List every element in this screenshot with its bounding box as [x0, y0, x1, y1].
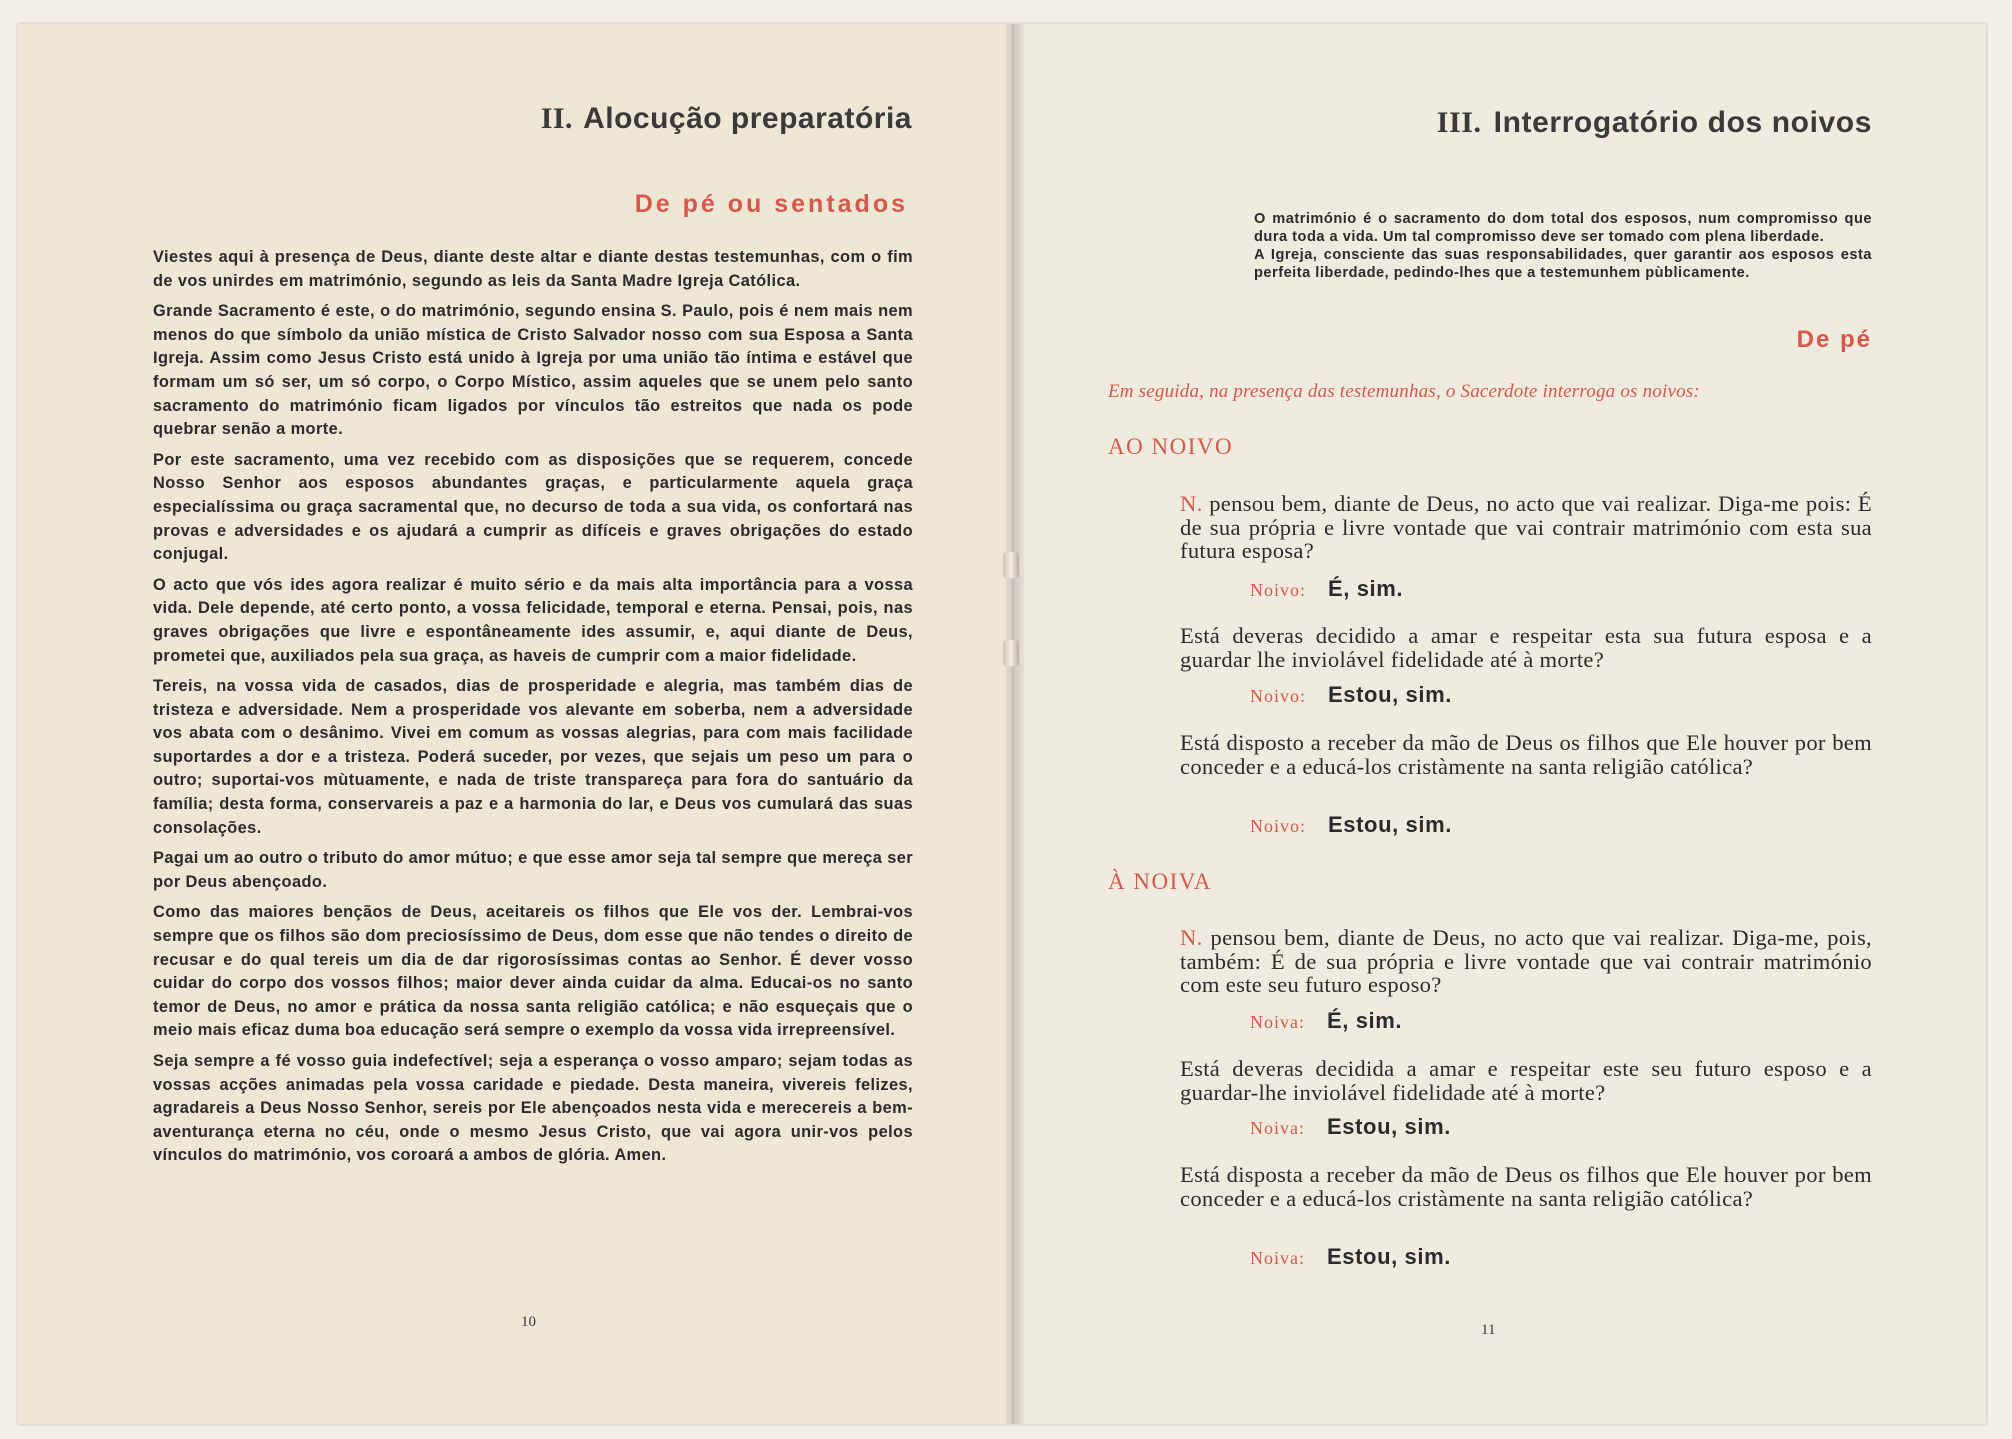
- groom-question-2: [1180, 624, 1872, 671]
- question-text: Está disposto a receber da mão de Deus os filhos que Ele houver por bem conceder e a educá-los cristàmente na santa religião católica?: [1180, 730, 1872, 779]
- left-heading-title: Alocução preparatória: [583, 102, 912, 135]
- speaker-label: Noiva:: [1250, 1012, 1305, 1032]
- speaker-label: Noivo:: [1250, 686, 1307, 706]
- intro-line: O matrimónio é o sacramento do dom total dos esposos, num compromisso que dura toda a vida. Um tal compromisso deve ser tomado com plena liberdade.: [1254, 211, 1872, 245]
- answer-text: É, sim.: [1328, 576, 1404, 601]
- speaker-label: Noivo:: [1250, 816, 1307, 836]
- groom-section-label: AO NOIVO: [1108, 434, 1234, 459]
- right-page-heading: [1437, 106, 1872, 140]
- bride-answer-1: [1250, 1008, 1402, 1034]
- page-number-left: 10: [521, 1314, 536, 1330]
- paragraph: Grande Sacramento é este, o do matrimónio, segundo ensina S. Paulo, pois é nem mais nem menos do que símbolo da união mística de Cristo Salvador nosso com sua Esposa a Santa Igreja. Assim como Jesus Cristo está unido à Igreja por uma união tão íntima e estável que formam um só ser, um só corpo, o Corpo Místico, assim aqueles que se unem pelo santo sacramento do matrimónio ficam ligados por vínculos tão estreitos que nada os pode quebrar senão a morte.: [153, 302, 913, 439]
- question-text: pensou bem, diante de Deus, no acto que vai realizar. Diga-me pois: É de sua própria e livre vontade que vai contrair matrimónio com esta sua futura esposa?: [1180, 491, 1872, 563]
- left-page-heading: [541, 102, 912, 136]
- question-text: Está disposta a receber da mão de Deus os filhos que Ele houver por bem conceder e a educá-los cristàmente na santa religião católica?: [1180, 1162, 1872, 1211]
- bride-question-3: [1180, 1163, 1872, 1210]
- paragraph: Seja sempre a fé vosso guia indefectível; seja a esperança o vosso amparo; sejam todas as vossas acções animadas pela vossa caridade e piedade. Desta maneira, vivereis felizes, agradareis a Deus Nosso Senhor, sereis por Ele abençoados nesta vida e merecereis a bem-aventurança eterna no céu, onde o mesmo Jesus Cristo, que vai agora unir-vos pelos vínculos do matrimónio, vos coroará a ambos de glória. Amen.: [153, 1052, 913, 1165]
- rubric-instruction: Em seguida, na presença das testemunhas, o Sacerdote interroga os noivos:: [1108, 381, 1700, 402]
- paragraph: Tereis, na vossa vida de casados, dias de prosperidade e alegria, mas também dias de tristeza e adversidade. Nem a prosperidade vos alevante em soberba, nem a adversidade vos abata com o desânimo. Vivei em comum as vossas alegrias, para com mais facilidade suportardes a dor e a tristeza. Poderá suceder, por vezes, que sejais um peso um para o outro; suportai-vos mùtuamente, e nada de triste transpareça para fora do santuário da família; desta forma, conservareis a paz e a harmonia do lar, e Deus vos cumulará das suas consolações.: [153, 677, 913, 837]
- groom-answer-1: [1250, 576, 1403, 602]
- staple-top: [1003, 552, 1019, 578]
- left-rubric: De pé ou sentados: [634, 190, 908, 218]
- left-heading-numeral: II.: [540, 102, 574, 135]
- answer-text: É, sim.: [1327, 1008, 1403, 1033]
- paragraph: Viestes aqui à presença de Deus, diante deste altar e diante destas testemunhas, com o fim de vos unirdes em matrimónio, segundo as leis da Santa Madre Igreja Católica.: [153, 248, 913, 290]
- allocution-text: [153, 246, 913, 1175]
- bride-answer-3: [1250, 1244, 1451, 1270]
- name-placeholder: N.: [1180, 925, 1203, 950]
- bride-answer-2: [1250, 1114, 1451, 1140]
- groom-question-1: [1180, 492, 1872, 563]
- bride-question-2: [1180, 1057, 1872, 1104]
- right-heading-title: Interrogatório dos noivos: [1493, 106, 1872, 139]
- right-page: [1014, 24, 1986, 1424]
- answer-text: Estou, sim.: [1327, 1114, 1451, 1139]
- groom-answer-3: [1250, 812, 1452, 838]
- intro-line: A Igreja, consciente das suas responsabilidades, quer garantir aos esposos esta perfeita liberdade, pedindo-lhes que a testemunhem pùblicamente.: [1254, 247, 1872, 281]
- speaker-label: Noiva:: [1250, 1248, 1305, 1268]
- intro-note: [1254, 210, 1872, 282]
- bride-question-1: [1180, 926, 1872, 997]
- paragraph: Por este sacramento, uma vez recebido com as disposições que se requerem, concede Nosso Senhor aos esposos abundantes graças, e particularmente aquela graça especialíssima ou graça sacramental que, no decurso de toda a sua vida, os confortará nas provas e adversidades e os ajudará a cumprir as difíceis e graves obrigações do estado conjugal.: [153, 450, 913, 564]
- speaker-label: Noivo:: [1250, 580, 1307, 600]
- name-placeholder: N.: [1180, 491, 1203, 516]
- groom-answer-2: [1250, 682, 1452, 708]
- speaker-label: Noiva:: [1250, 1118, 1305, 1138]
- rubric-stand: De pé: [1796, 326, 1872, 353]
- question-text: Está deveras decidido a amar e respeitar esta sua futura esposa e a guardar lhe inviolável fidelidade até à morte?: [1180, 623, 1872, 672]
- right-heading-numeral: III.: [1436, 106, 1482, 139]
- paragraph: Pagai um ao outro o tributo do amor mútuo; e que esse amor seja tal sempre que mereça ser por Deus abençoado.: [153, 849, 913, 891]
- answer-text: Estou, sim.: [1328, 812, 1452, 837]
- question-text: Está deveras decidida a amar e respeitar este seu futuro esposo e a guardar-lhe inviolável fidelidade até à morte?: [1180, 1056, 1872, 1105]
- staple-bottom: [1003, 640, 1019, 666]
- page-number-right: 11: [1481, 1322, 1496, 1338]
- question-text: pensou bem, diante de Deus, no acto que vai realizar. Diga-me, pois, também: É de sua própria e livre vontade que vai contrair matrimónio com este seu futuro esposo?: [1180, 925, 1872, 997]
- bride-section-label: À NOIVA: [1108, 869, 1212, 894]
- groom-question-3: [1180, 731, 1872, 778]
- answer-text: Estou, sim.: [1328, 682, 1452, 707]
- paragraph: O acto que vós ides agora realizar é muito sério e da mais alta importância para a vossa vida. Dele depende, até certo ponto, a vossa felicidade, temporal e eterna. Pensai, pois, nas graves obrigações que livre e espontâneamente ides assumir, e, aqui diante de Deus, prometei que, auxiliados pela sua graça, as haveis de cumprir com a maior fidelidade.: [153, 575, 913, 665]
- binding-gutter: [1006, 24, 1024, 1424]
- answer-text: Estou, sim.: [1327, 1244, 1451, 1269]
- left-page: [18, 24, 1014, 1424]
- paragraph: Como das maiores bençãos de Deus, aceitareis os filhos que Ele vos der. Lembrai-vos sempre que os filhos são dom preciosíssimo de Deus, dom esse que não tendes o direito de recusar e do qual tereis um dia de dar rigorosíssimas contas ao Senhor. É dever vosso cuidar do corpo dos vossos filhos; maior dever ainda cuidar da alma. Educai-os no santo temor de Deus, no amor e prática da nossa santa religião católica; e não esqueçais que o meio mais eficaz duma boa educação será sempre o exemplo da vossa vida irrepreensível.: [153, 903, 913, 1040]
